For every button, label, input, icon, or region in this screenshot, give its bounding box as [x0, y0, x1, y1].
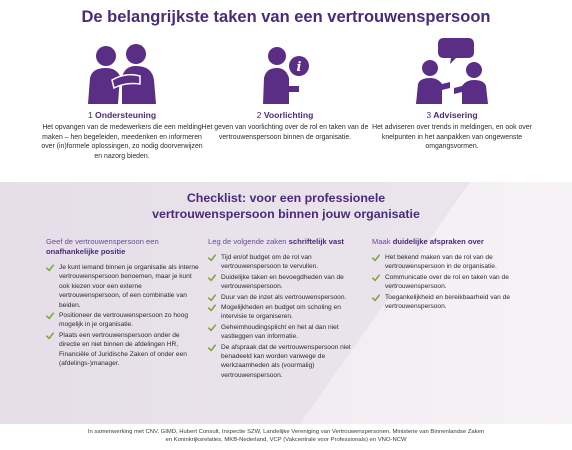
checkmark-icon	[372, 274, 380, 282]
checkmark-icon	[208, 274, 216, 282]
checklist-items	[208, 253, 360, 380]
checkmark-icon	[46, 264, 54, 272]
checklist-item: Plaats een vertrouwenspersoon onder de directie en niet binnen de afdelingen HR, Financiële of Juridische Zaken of onder een (afdelings-)manager.	[46, 331, 202, 369]
svg-text:i: i	[296, 60, 302, 75]
role-voorlichting	[200, 38, 370, 142]
checklist-item: Toegankelijkheid en bereikbaarheid van de vertrouwenspersoon.	[372, 293, 532, 312]
role-description: Het opvangen van de medewerkers die een melding maken – hen begeleiden, meedenken en informeren over (in)formele oplossingen, zo nodig doorverwijzen en nazorg bieden.	[41, 124, 203, 160]
column-heading: Geef de vertrouwenspersoon een onafhankelijke positie	[46, 237, 159, 256]
footer-partners: In samenwerking met CNV, GIMD, Hubert Consult, Inspectie SZW, Landelijke Vereniging van Vertrouwenspersonen, Ministerie van Binnenlandse Zaken en Koninkrijksrelaties, MKB-Nederland, VCP (Vakcentrale voor Professionals) en VNO-NCW	[87, 429, 485, 444]
role-description: Het geven van voorlichting over de rol en taken van de vertrouwenspersoon binnen de organisatie.	[201, 124, 369, 141]
checklist-item: Duur van de inzet als vertrouwenspersoon.	[208, 293, 360, 302]
checkmark-icon	[208, 324, 216, 332]
checklist-item: Je kunt iemand binnen je organisatie als interne vertrouwenspersoon benoemen, maar je kunt ook kiezen voor een externe vertrouwenspersoon, of een combinatie van beiden.	[46, 263, 202, 310]
checklist-panel	[0, 182, 572, 424]
checklist-title: Checklist: voor een professionele vertrouwenspersoon binnen jouw organisatie	[152, 191, 420, 221]
checkmark-icon	[372, 294, 380, 302]
checklist-item: Tijd en/of budget om de rol van vertrouwenspersoon te vervullen.	[208, 253, 360, 272]
checklist-column-schriftelijk	[208, 237, 360, 381]
checkmark-icon	[46, 312, 54, 320]
checklist-item: Het bekend maken van de rol van de vertrouwenspersoon in de organisatie.	[372, 253, 532, 272]
role-name: 1 Ondersteuning	[87, 110, 157, 120]
checklist-item: De afspraak dat de vertrouwenspersoon niet benadeeld kan worden vanwege de werkzaamheden als (voormalig) vertrouwenspersoon.	[208, 343, 360, 381]
checklist-column-afspraken	[372, 237, 532, 312]
checklist-item: Mogelijkheden en budget om scholing en intervisie te organiseren.	[208, 303, 360, 322]
role-description: Het adviseren over trends in meldingen, en ook over knelpunten in het aanpakken van ongewenste omgangsvormen.	[372, 124, 532, 151]
role-advisering	[367, 38, 537, 152]
checklist-items	[372, 253, 532, 311]
checkmark-icon	[208, 344, 216, 352]
role-ondersteuning	[37, 38, 207, 161]
role-name: 3 Advisering	[426, 110, 478, 120]
checkmark-icon	[208, 294, 216, 302]
checklist-column-positie	[46, 237, 202, 369]
checklist-item: Communicatie over de rol en taken van de vertrouwenspersoon.	[372, 273, 532, 292]
checklist-items	[46, 263, 202, 368]
checklist-item: Geheimhoudingsplicht en het al dan niet vastleggen van informatie.	[208, 323, 360, 342]
people-support-icon	[37, 38, 207, 104]
checkmark-icon	[208, 304, 216, 312]
column-heading: Maak duidelijke afspraken over	[372, 237, 484, 246]
checkmark-icon	[46, 332, 54, 340]
people-advice-icon	[367, 38, 537, 104]
page-title: De belangrijkste taken van een vertrouwenspersoon	[81, 8, 491, 26]
column-heading: Leg de volgende zaken schriftelijk vast	[208, 237, 344, 246]
checkmark-icon	[208, 254, 216, 262]
roles-section	[0, 38, 572, 178]
checklist-item: Positioneer de vertrouwenspersoon zo hoog mogelijk in je organisatie.	[46, 311, 202, 330]
checkmark-icon	[372, 254, 380, 262]
checklist-item: Duidelijke taken en bevoegdheden van de vertrouwenspersoon.	[208, 273, 360, 292]
role-name: 2 Voorlichting	[256, 110, 314, 120]
person-info-icon	[200, 38, 370, 104]
